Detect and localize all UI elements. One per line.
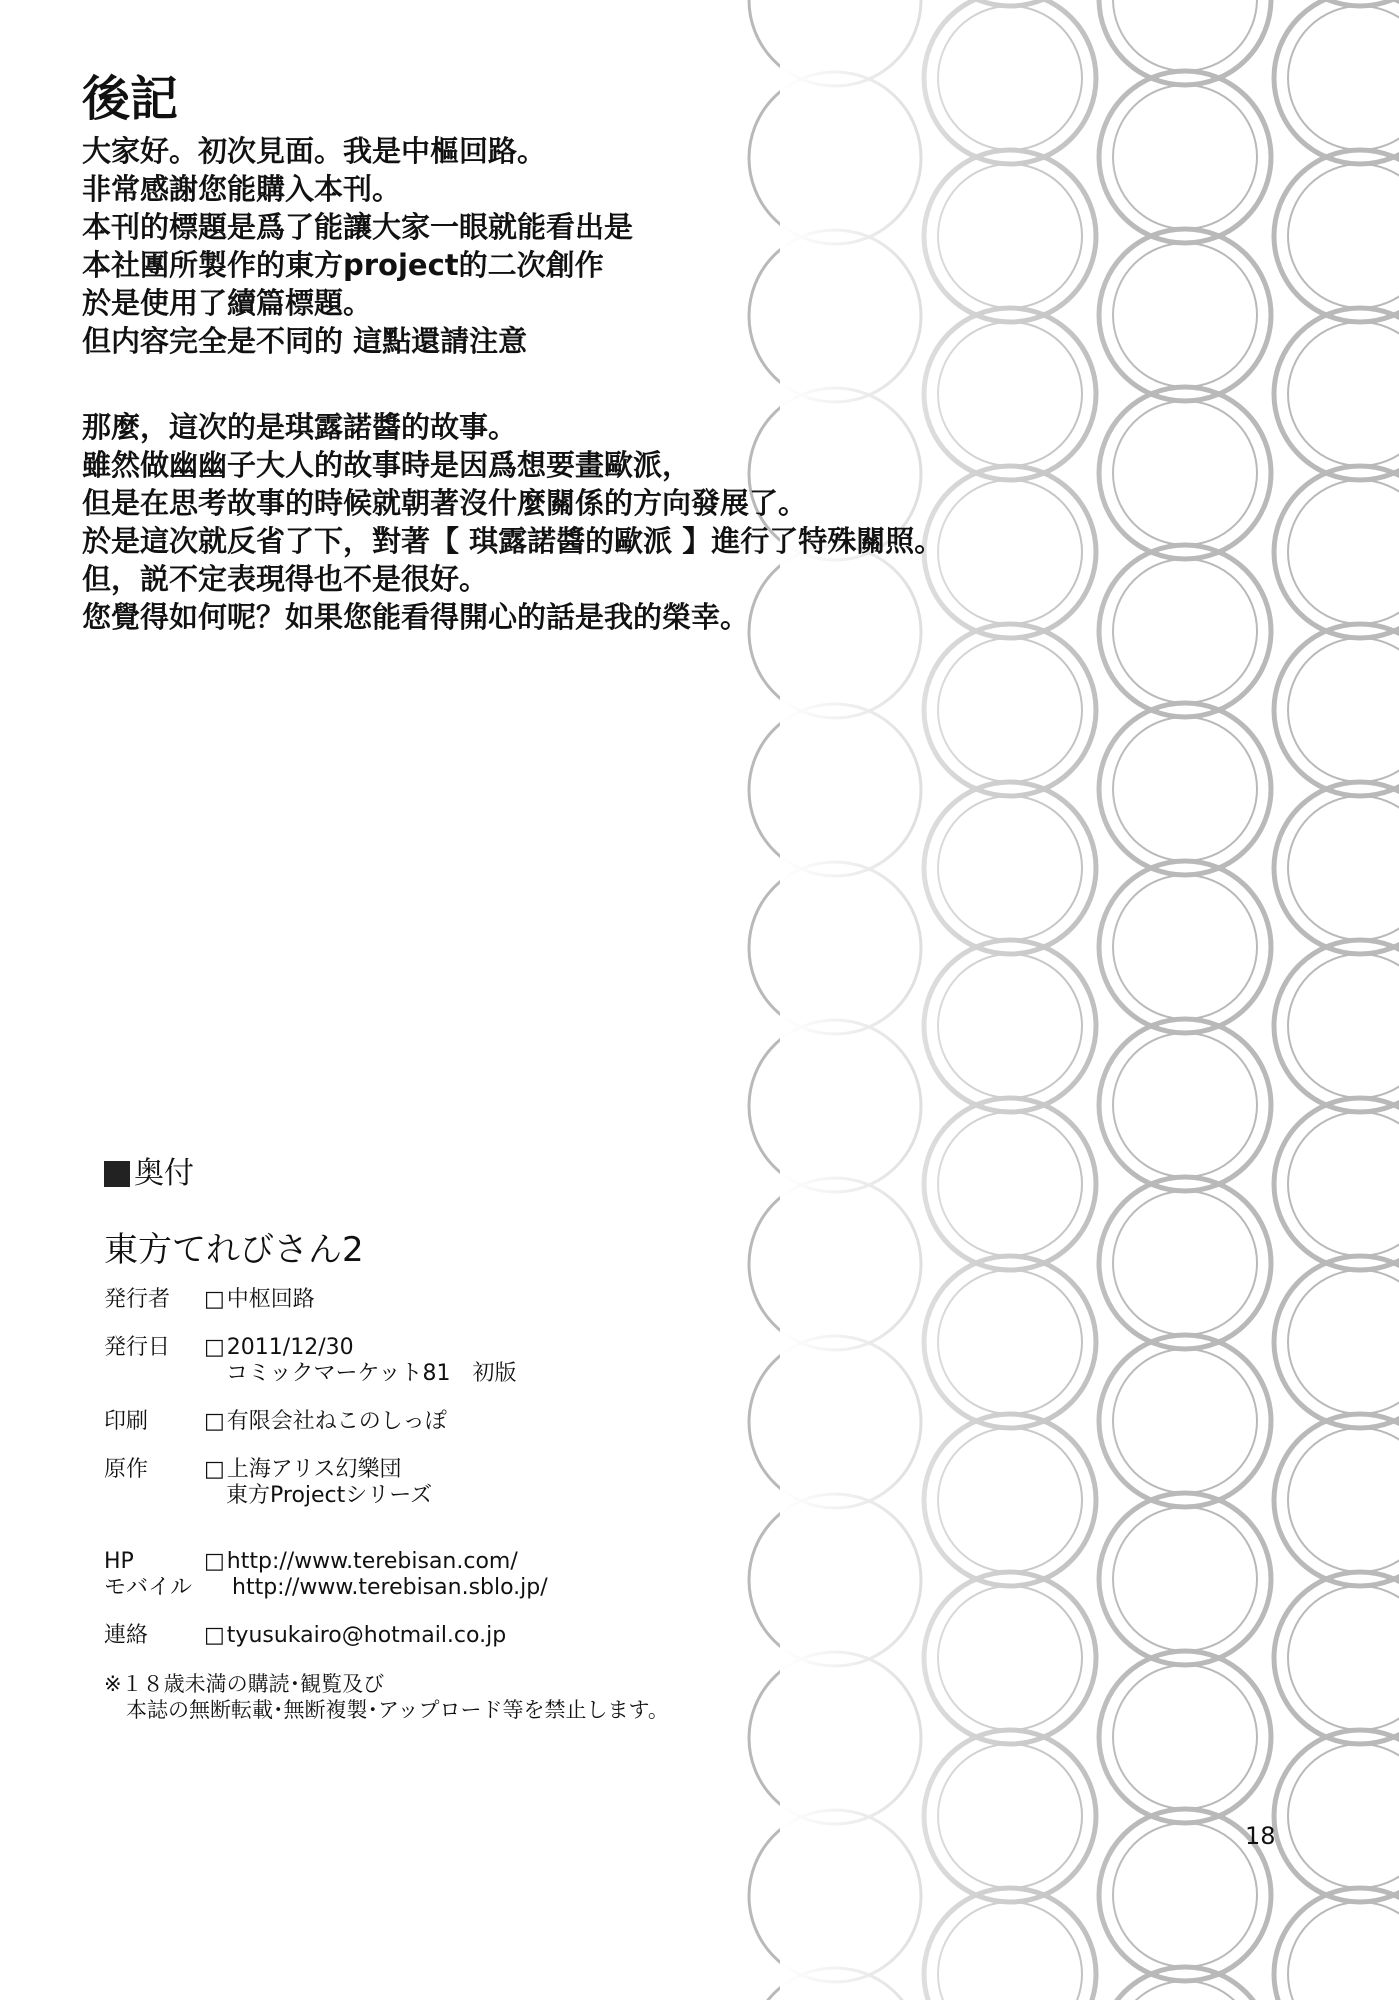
colophon-heading <box>104 1155 1004 1193</box>
paragraph-gap <box>82 360 1082 408</box>
afterword-line: 本社團所製作的東方project的二次創作 <box>82 248 604 282</box>
original-label: 原作 <box>104 1457 149 1482</box>
box-icon: □ <box>204 1409 225 1434</box>
afterword-line: 您覺得如何呢？如果您能看得開心的話是我的榮幸。 <box>82 600 750 634</box>
printer-row <box>104 1409 1004 1435</box>
black-square-icon <box>104 1161 130 1187</box>
afterword-line: 於是使用了續篇標題。 <box>82 286 373 320</box>
ring-shape <box>1274 150 1399 322</box>
notice-line-1: ※１８歳未満の購読･観覧及び <box>104 1672 385 1696</box>
ring-shape <box>1288 164 1399 308</box>
afterword-line: 於是這次就反省了下，對著【 琪露諾醬的歐派 】進行了特殊關照。 <box>82 524 944 558</box>
afterword-section <box>82 68 1082 636</box>
colophon-heading-text: 奥付 <box>134 1156 194 1191</box>
hp-label: HP <box>104 1549 134 1574</box>
age-notice <box>104 1671 1004 1723</box>
printer-label: 印刷 <box>104 1409 149 1434</box>
contact-email: tyusukairo@hotmail.co.jp <box>226 1623 507 1648</box>
box-icon: □ <box>204 1623 225 1648</box>
ring-shape <box>1274 0 1399 164</box>
ring-shape <box>1288 1744 1399 1888</box>
hp-url: http://www.terebisan.com/ <box>226 1549 518 1574</box>
ring-shape <box>1274 624 1399 796</box>
box-icon: □ <box>204 1335 225 1360</box>
ring-shape <box>1274 1572 1399 1744</box>
hp-row <box>104 1549 1004 1575</box>
ring-shape <box>1288 6 1399 150</box>
ring-shape <box>1274 308 1399 480</box>
ring-shape <box>1274 1256 1399 1428</box>
ring-shape <box>1288 954 1399 1098</box>
contact-row <box>104 1623 1004 1649</box>
event-value: コミックマーケット81 初版 <box>226 1361 517 1386</box>
ring-shape <box>1288 796 1399 940</box>
original-value-2: 東方Projectシリーズ <box>226 1483 433 1508</box>
afterword-line: 那麼，這次的是琪露諾醬的故事。 <box>82 410 518 444</box>
original-row <box>104 1457 1004 1509</box>
afterword-title: 後記 <box>82 71 179 127</box>
printer-value: 有限会社ねこのしっぽ <box>226 1409 447 1434</box>
contact-label: 連絡 <box>104 1623 149 1648</box>
ring-shape <box>1288 1270 1399 1414</box>
date-label: 発行日 <box>104 1335 171 1360</box>
ring-shape <box>1288 1112 1399 1256</box>
ring-shape <box>1288 1586 1399 1730</box>
ring-shape <box>1288 322 1399 466</box>
mobile-label: モバイル <box>104 1575 193 1600</box>
notice-line-2: 本誌の無断転載･無断複製･アップロード等を禁止します。 <box>126 1698 669 1722</box>
original-value-1: 上海アリス幻樂団 <box>226 1457 402 1482</box>
ring-shape <box>1274 1414 1399 1586</box>
ring-shape <box>1274 782 1399 954</box>
publisher-value: 中枢回路 <box>226 1287 315 1312</box>
book-title: 東方てれびさん2 <box>104 1230 364 1270</box>
date-value: 2011/12/30 <box>226 1335 354 1360</box>
ring-shape <box>1288 1428 1399 1572</box>
ring-shape <box>1274 0 1399 6</box>
mobile-row <box>104 1575 1004 1601</box>
publisher-row <box>104 1287 1004 1313</box>
ring-shape <box>1288 1902 1399 2000</box>
afterword-line: 但，説不定表現得也不是很好。 <box>82 562 489 596</box>
ring-shape <box>1274 466 1399 638</box>
ring-shape <box>1288 638 1399 782</box>
page-number: 18 <box>1245 1822 1276 1850</box>
box-icon: □ <box>204 1287 225 1312</box>
afterword-line: 非常感謝您能購入本刊。 <box>82 172 402 206</box>
afterword-line: 大家好。初次見面。我是中樞回路。 <box>82 134 547 168</box>
ring-shape <box>1274 1098 1399 1270</box>
mobile-url: http://www.terebisan.sblo.jp/ <box>232 1575 548 1600</box>
ring-shape <box>1274 940 1399 1112</box>
afterword-line: 但是在思考故事的時候就朝著沒什麼關係的方向發展了。 <box>82 486 808 520</box>
ring-shape <box>1288 480 1399 624</box>
ring-shape <box>1274 1730 1399 1902</box>
colophon-section <box>104 1155 1004 1723</box>
date-row <box>104 1335 1004 1387</box>
afterword-line: 雖然做幽幽子大人的故事時是因爲想要畫歐派， <box>82 448 692 482</box>
box-icon: □ <box>204 1549 225 1574</box>
publisher-label: 発行者 <box>104 1287 171 1312</box>
box-icon: □ <box>204 1457 225 1482</box>
afterword-line: 本刊的標題是爲了能讓大家一眼就能看出是 <box>82 210 634 244</box>
afterword-line: 但内容完全是不同的 這點還請注意 <box>82 324 528 358</box>
